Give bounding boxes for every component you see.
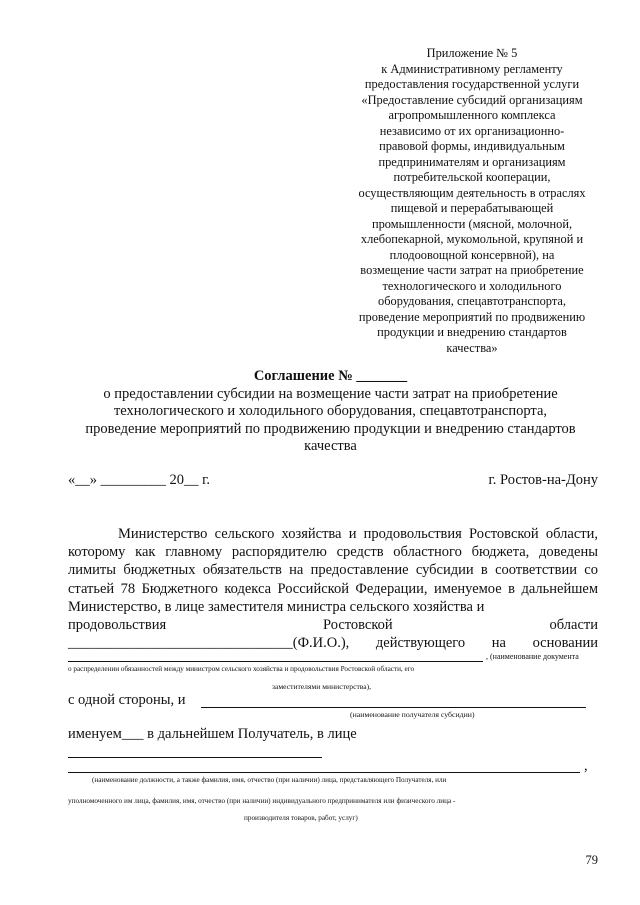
document-note-2: заместителями министерства), [272, 682, 372, 691]
fio-field: _______________________________(Ф.И.О.), [68, 635, 350, 652]
recipient-name-line [201, 707, 586, 708]
agreement-subject [62, 386, 599, 456]
one-side-text: с одной стороны, и [68, 692, 186, 708]
appendix-line: потребительской кооперации, [393, 170, 551, 184]
agreement-subject-line: технологического и холодильного оборудования, спецавтотранспорта, [113, 403, 548, 419]
paragraph-last-line [68, 616, 598, 634]
representative-line-1 [68, 757, 322, 758]
word-basis: основании [532, 635, 598, 652]
representative-note-2: уполномоченного им лица, фамилия, имя, отчество (при наличии) индивидуального предпринимателя или физического лица - [68, 797, 456, 805]
appendix-line: технологического и холодильного [382, 278, 562, 293]
fio-line [68, 634, 598, 652]
appendix-line: пищевой и перерабатывающей [390, 201, 554, 215]
appendix-line: проведение мероприятий по продвижению [358, 309, 586, 324]
word-oblasti: области [549, 617, 598, 634]
word-prodovolstvie: продовольствия [68, 617, 167, 634]
recipient-note: (наименование получателя субсидии) [350, 710, 475, 719]
appendix-line: осуществляющим деятельность в отраслях [358, 185, 586, 200]
page-number: 79 [585, 853, 598, 867]
word-na: на [491, 635, 506, 652]
document-name-note: , (наименование документа [486, 652, 579, 661]
appendix-line: агропромышленного комплекса [388, 108, 556, 122]
appendix-line: независимо от их организационно- [379, 123, 565, 138]
representative-note-1: (наименование должности, а также фамилия, имя, отчество (при наличии) лица, представляющего Получателя, или [92, 776, 447, 784]
appendix-line: оборудования, спецавтотранспорта, [378, 294, 566, 308]
agreement-date: «__» _________ 20__ г. [68, 472, 211, 488]
agreement-city: г. Ростов-на-Дону [488, 472, 598, 488]
appendix-line: к Административному регламенту [381, 61, 563, 76]
date-place-row [68, 472, 598, 489]
appendix-line: возмещение части затрат на приобретение [360, 263, 584, 277]
appendix-line: «Предоставление субсидий организациям [361, 92, 583, 107]
representative-comma: , [584, 758, 588, 774]
appendix-line: продукции и внедрению стандартов [377, 325, 567, 339]
appendix-line: Приложение № 5 [426, 46, 518, 60]
appendix-header [348, 46, 596, 356]
appendix-line: качества» [446, 340, 498, 355]
agreement-heading: Соглашение № _______ [253, 368, 408, 384]
representative-note-3: производителя товаров, работ, услуг) [244, 814, 358, 822]
paragraph-text: Министерство сельского хозяйства и продовольствия Ростовской области, которому как главному распорядителю средств областного бюджета, доведены лимиты бюджетных обязательств на предоставление субсидии в соответствии со статьей 78 Бюджетного кодекса Российской Федерации, именуемое в дальнейшем Министерство, в лице заместителя министра сельского хозяйства и [68, 526, 598, 615]
agreement-title-block [62, 368, 599, 456]
representative-line-2 [68, 772, 580, 773]
agreement-subject-line: качества [304, 438, 357, 454]
appendix-line: плодоовощной консервной), на [389, 247, 555, 262]
named-text: именуем___ в дальнейшем Получатель, в лице [68, 726, 357, 742]
appendix-line: предоставления государственной услуги [364, 77, 580, 91]
appendix-line: промышленности (мясной, молочной, [371, 216, 573, 231]
appendix-line: хлебопекарной, мукомольной, крупяной и [360, 232, 584, 246]
word-rostovskoy: Ростовской [323, 617, 393, 634]
agreement-subject-line: о предоставлении субсидии на возмещение части затрат на приобретение [103, 385, 558, 402]
appendix-line: предпринимателям и организациям [378, 154, 566, 169]
word-acting: действующего [375, 635, 466, 652]
document-name-line [68, 661, 483, 662]
main-paragraph [68, 525, 598, 652]
agreement-subject-line: проведение мероприятий по продвижению продукции и внедрению стандартов [85, 420, 576, 437]
appendix-line: правовой формы, индивидуальным [379, 139, 565, 153]
document-note-1: о распределении обязанностей между министром сельского хозяйства и продовольствия Ростовской области, его [68, 665, 415, 673]
